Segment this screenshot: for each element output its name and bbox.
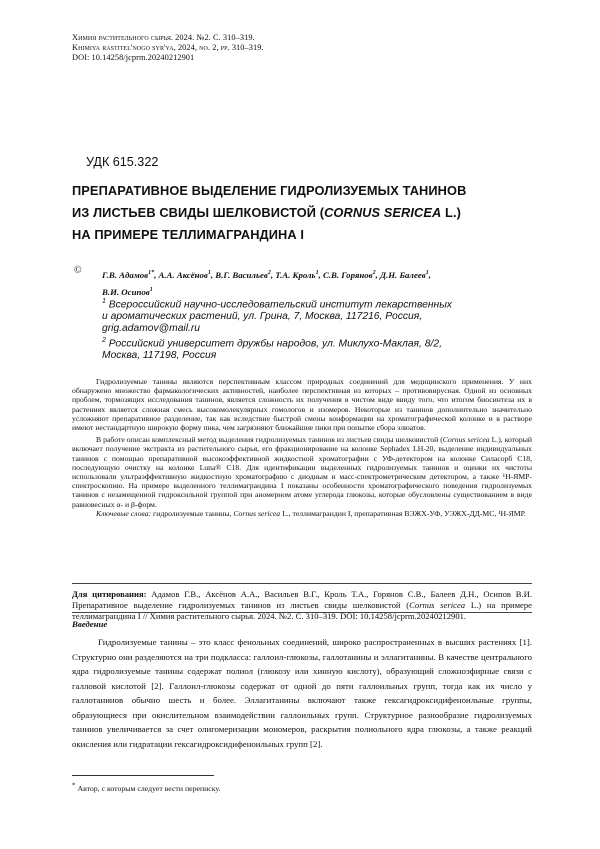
introduction-text	[72, 635, 532, 751]
keywords-label: Ключевые слова:	[96, 508, 152, 518]
divider-top	[72, 583, 532, 584]
citation-block: Для цитирования: Адамов Г.В., Аксёнов А.А., Васильев В.Г., Кроль Т.А., Горянов С.В., Балеев Д.Н., Осипов В.И. Препаративное выделение гидролизуемых танинов из листьев свиды шелковистой (Cornus sericea L.) на примере теллимаграндина I // Химия растительного сырья. 2024. №2. С. 310–319. DOI: 10.14258/jcprm.20240212901.	[72, 589, 532, 621]
udk-code: УДК 615.322	[86, 155, 159, 169]
abstract	[72, 377, 532, 518]
affiliations	[102, 296, 522, 362]
footnote: * Автор, с которым следует вести переписку.	[72, 781, 221, 793]
intro-paragraph: Гидролизуемые танины – это класс фенольных соединений, широко распространенных в высших растениях [1]. Структурно они разделяются на три подкласса: галлоил-глюкозы, галлотанины и эллагитанины. В качестве центрального ядра гидролизуемые танины содержат полиол (глюкозу или хинную кислоту), образующий сложноэфирные связи с галловой кислотой [2]. Галлоил-глюкозы содержат от одной до пяти галлоильных групп, тогда как их число у галлотанинов обычно шесть и более. Эллагитанины включают также гексагидроксидифеноильные группы, образующиеся при окислительном взаимодействии галлоильных групп. Структурное разнообразие гидролизуемых танинов увеличивается за счет олигомеризации мономеров, раскрытия полиольного ядра глюкозы, а также реакций окисления или гидратации гексагидроксидифеноильных групп [2].	[72, 637, 532, 749]
abstract-paragraph-1: Гидролизуемые танины являются перспективным классом природных соединений для медицинского применения. У них обнаружено множество фармакологических активностей, наиболее перспективная из которых – противовирусная. Одной из основных проблем, тормозящих исследования танинов, является сложность их получения в чистом виде ввиду того, что итогом биосинтеза их в растениях является сложная смесь высокомолекулярных гомологов и изомеров. Некоторые из танинов дополнительно значительно усложняют препаративное разделение, так как вследствие быстрой смены конформации на хроматографической колонке и в растворе имеют нестандартную широкую форму пика, чем загрязняют ближайшие пики при попытке сбора элюатов.	[72, 377, 532, 433]
affiliation-2-line-1: $^2$ Российский университет дружбы народов, ул. Миклухо-Маклая, 8/2,	[102, 336, 442, 350]
title-line-3: НА ПРИМЕРЕ ТЕЛЛИМАГРАНДИНА I	[72, 227, 305, 242]
journal-header	[72, 33, 264, 64]
authors-line-1: Г.В. Адамов$^{1*}$, А.А. Аксёнов$^1$, В.Г. Васильев$^2$, Т.А. Кроль$^1$, С.В. Горянов$^2$, Д.Н. Балеев$^1$,	[102, 269, 431, 280]
affiliation-1-line-1: $^1$ Всероссийский научно-исследовательский институт лекарственных	[102, 298, 452, 311]
title-line-1: ПРЕПАРАТИВНОЕ ВЫДЕЛЕНИЕ ГИДРОЛИЗУЕМЫХ ТАНИНОВ	[72, 183, 467, 198]
journal-citation-en: Khimiya rastitel'nogo syr'ya, 2024, no. 2, pp. 310–319.	[72, 43, 264, 53]
divider-bottom	[72, 612, 532, 613]
footnote-divider	[72, 775, 214, 776]
title-line-2: ИЗ ЛИСТЬЕВ СВИДЫ ШЕЛКОВИСТОЙ (CORNUS SERICEA L.)	[72, 205, 461, 220]
paper-title	[72, 180, 532, 246]
author-list	[102, 266, 532, 300]
section-heading-introduction: Введение	[72, 619, 108, 629]
journal-citation-ru: Химия растительного сырья. 2024. №2. С. 310–319.	[72, 33, 255, 42]
affiliation-2-line-2: Москва, 117198, Россия	[102, 350, 217, 362]
doi: DOI: 10.14258/jcprm.20240212901	[72, 53, 195, 63]
keywords: Ключевые слова: гидролизуемые танины, Cornus sericea L., теллимаграндин I, препаративная ВЭЖХ-УФ, УЭЖХ-ДД-МС, ¹H-ЯМР.	[96, 508, 526, 518]
copyright-sign: ©	[74, 265, 82, 276]
citation-label: Для цитирования:	[72, 589, 147, 599]
email-link[interactable]: grig.adamov@mail.ru	[102, 323, 201, 335]
abstract-paragraph-2: В работе описан комплексный метод выделения гидролизуемых танинов из листьев свиды шелковистой (Cornus sericea L.), который включает получение экстракта из растительного сырья, его фракционирование на колонке Sephadex LH-20, выделение индивидуальных танинов с помощью препаративной высокоэффективной жидкостной хроматографии с УФ-детектором на колонке Силасорб С18, последующую очистку на колонке Luna® C18. Для идентификации выделенных гидролизуемых танинов и оценки их чистоты использовали ультраэффективную жидкостную хроматографию с диодным и масс-спектрометрическим детектором, а также ¹H-ЯМР-спектроскопию. На примере выделенного теллимаграндина I показаны особенности хроматографического поведения гидролизуемых танинов с незамещенной гидроксильной группой при аномерном атоме углерода глюкозы, которые обусловлены существованием в виде равновесных α- и β-форм.	[72, 435, 532, 509]
affiliation-1-line-2: и ароматических растений, ул. Грина, 7, Москва, 117216, Россия,	[102, 311, 423, 323]
authors-line-2: В.И. Осипов$^1$	[102, 286, 153, 297]
